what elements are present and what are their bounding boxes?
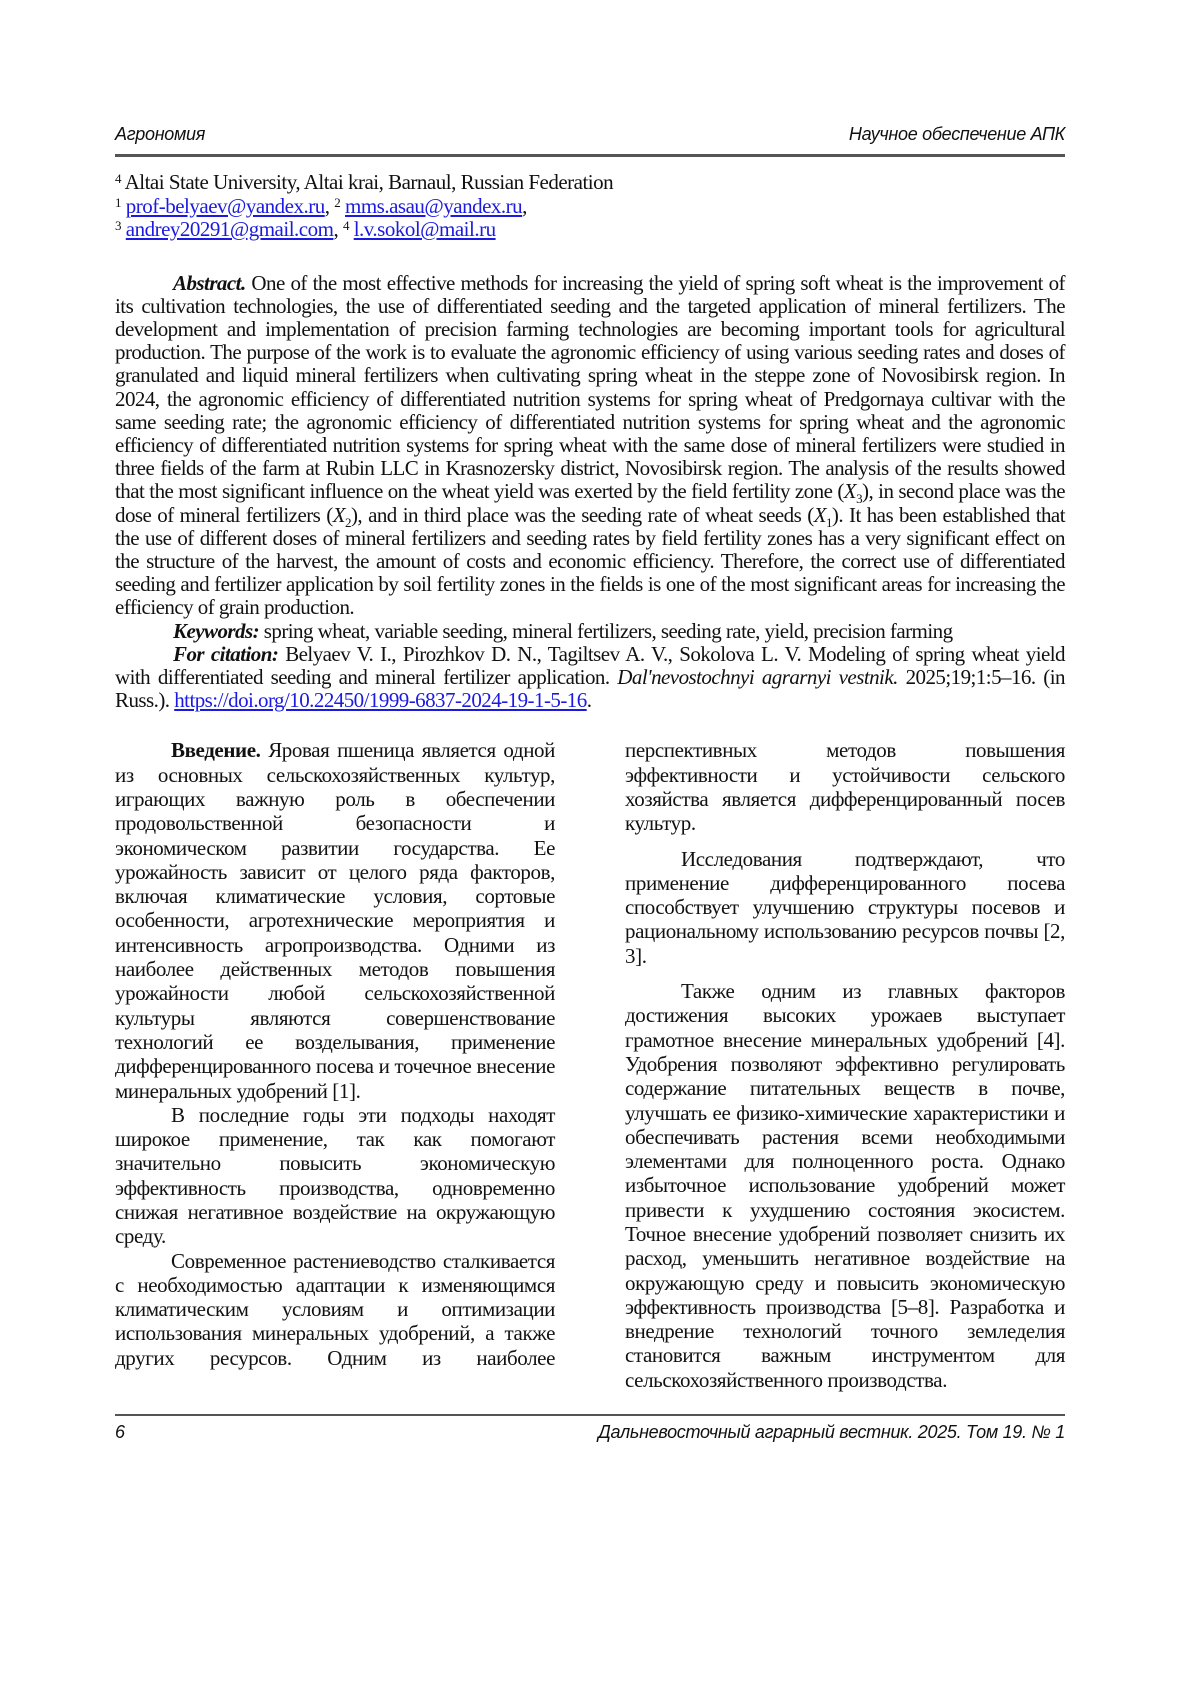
paragraph: Современное растениеводство сталкивается с необходимостью адаптации к изменяющимся климатическим условиям и оптимизации использования минеральных удобрений, а также других ресурсов. Одним из наиболее перспективных методов повышения эффективности и устойчивости сельского хозяйства является дифференцированный посев культур.	[115, 738, 1065, 1370]
abstract	[115, 272, 1065, 620]
sub: 3	[856, 491, 863, 507]
doi-link[interactable]: https://doi.org/10.22450/1999-6837-2024-19-1-5-16	[174, 688, 587, 713]
citation-text: Belyaev V. I., Pirozhkov D. N., Tagiltsev A. V., Sokolova L. V. Modeling of spring wheat yield with differentiated seeding and mineral fertilizer application.	[115, 641, 1066, 689]
abstract-text: One of the most effective methods for increasing the yield of spring soft wheat is the improvement of its cultivation technologies, the use of differentiated seeding and the targeted application of mineral fertilizers. The development and implementation of precision farming technologies are becoming important tools for agricultural production. The purpose of the work is to evaluate the agronomic efficiency of using various seeding rates and doses of granulated and liquid mineral fertilizers when cultivating spring wheat in the steppe zone of Novosibirsk region. In 2024, the agronomic efficiency of differentiated nutrition systems for spring wheat of Predgornaya cultivar with the same seeding rate; the agronomic efficiency of differentiated nutrition systems for spring wheat and the agronomic efficiency of differentiated nutrition systems for spring wheat with the same dose of mineral fertilizers were studied in three fields of the farm at Rubin LLC in Krasnozersky district, Novosibirsk region. The analysis of the results showed that the most significant influence on the wheat yield was exerted by the field fertility zone (	[115, 270, 1065, 504]
email-number: 1	[115, 194, 121, 210]
running-header	[115, 124, 1065, 157]
email-number: 3	[115, 218, 121, 233]
citation-details: 2025;19;1:5–16. (in Russ.).	[115, 664, 1065, 713]
abstract-label: Abstract.	[173, 270, 246, 295]
affiliation-text: Altai State University, Altai krai, Barnaul, Russian Federation	[124, 170, 614, 194]
var: X	[332, 502, 345, 527]
email-number: 2	[334, 194, 341, 210]
abstract-text: ), and in third place was the seeding rate of wheat seeds (	[350, 502, 814, 527]
intro-label: Введение.	[171, 738, 261, 763]
journal-section: Научное обеспечение АПК	[848, 124, 1065, 144]
running-footer	[115, 1414, 1065, 1463]
body-columns	[115, 738, 1065, 1392]
paragraph: Исследования подтверждают, что применение дифференцированного посева способствует улучшению структуры посевов и рациональному использованию ресурсов почвы [2, 3].	[625, 846, 1065, 968]
email-link[interactable]: l.v.sokol@mail.ru	[353, 217, 496, 241]
var: X	[843, 479, 857, 504]
citation: For citation: Belyaev V. I., Pirozhkov D. N., Tagiltsev A. V., Sokolova L. V. Modeling of spring wheat yield with differentiated seeding and mineral fertilizer application. Dal'nevostochnyi agrarnyi vestnik. 2025;19;1:5–16. (in Russ.). https://doi.org/10.22450/1999-6837-2024-19-1-5-16.	[115, 641, 1066, 713]
paragraph-text: Яровая пшеница является одной из основных сельскохозяйственных культур, играющих важную роль в обеспечении продовольственной безопасности и экономическом развитии государства. Ее урожайность зависит от целого ряда факторов, включая климатические условия, сортовые особенности, агротехнические мероприятия и интенсивность агропроизводства. Одними из наиболее действенных методов повышения урожайности любой сельскохозяйственной культуры являются совершенствование технологий ее возделывания, применение дифференцированного посева и точечное внесение минеральных удобрений [1].	[115, 738, 555, 1103]
sub: 1	[825, 514, 832, 530]
paragraph: Также одним из главных факторов достижения высоких урожаев выступает грамотное внесение минеральных удобрений [4]. Удобрения позволяют эффективно регулировать содержание питательных веществ в почве, улучшать ее физико-химические характеристики и обеспечивать растения всеми необходимыми элементами для полноценного роста. Однако избыточное использование удобрений может привести к ухудшению состояния экосистем. Точное внесение удобрений позволяет снизить их расход, уменьшить негативное воздействие на окружающую среду и повысить экономическую эффективность производства [5–8]. Разработка и внедрение технологий точного земледелия становится важным инструментом для сельскохозяйственного производства.	[625, 979, 1065, 1392]
keywords-label: Keywords:	[173, 618, 260, 643]
page	[115, 0, 1065, 1463]
email-link[interactable]: prof-belyaev@yandex.ru	[125, 193, 325, 218]
email-number: 4	[342, 218, 349, 233]
page-number: 6	[115, 1422, 125, 1443]
email-link[interactable]: andrey20291@gmail.com	[125, 217, 334, 241]
affiliation-number: 4	[115, 171, 121, 186]
section-name: Агрономия	[115, 124, 206, 144]
keywords-text: spring wheat, variable seeding, mineral fertilizers, seeding rate, yield, precision farming	[263, 618, 953, 643]
abstract-text: ), in second place was the dose of mineral fertilizers (	[115, 479, 1065, 527]
citation-label: For citation:	[173, 641, 279, 666]
keywords	[115, 620, 1065, 643]
affiliations: $^4$ Altai State University, Altai krai, Barnaul, Russian Federation $^1$ prof-belyaev@yandex.ru, $^2$ mms.asau@yandex.ru, $^3$ andrey20291@gmail.com, $^4$ l.v.sokol@mail.ru	[115, 170, 614, 241]
citation-journal: Dal'nevostochnyi agrarnyi vestnik.	[617, 664, 898, 689]
paragraph	[115, 738, 555, 1102]
sub: 2	[345, 514, 351, 530]
abstract-text: ). It has been established that the use of different doses of mineral fertilizers and seeding rates by field fertility zones has a very significant effect on the structure of the harvest, the amount of costs and economic efficiency. Therefore, the correct use of differentiated seeding and fertilizer application by soil fertility zones in the fields is one of the most significant areas for increasing the efficiency of grain production.	[115, 502, 1065, 620]
var: X	[813, 502, 826, 527]
paragraph: В последние годы эти подходы находят широкое применение, так как помогают значительно повысить экономическую эффективность производства, одновременно снижая негативное воздействие на окружающую среду.	[115, 1102, 555, 1249]
abstract-block	[115, 272, 1065, 713]
email-link[interactable]: mms.asau@yandex.ru	[345, 193, 523, 218]
journal-issue: Дальневосточный аграрный вестник. 2025. Том 19. № 1	[598, 1422, 1065, 1443]
